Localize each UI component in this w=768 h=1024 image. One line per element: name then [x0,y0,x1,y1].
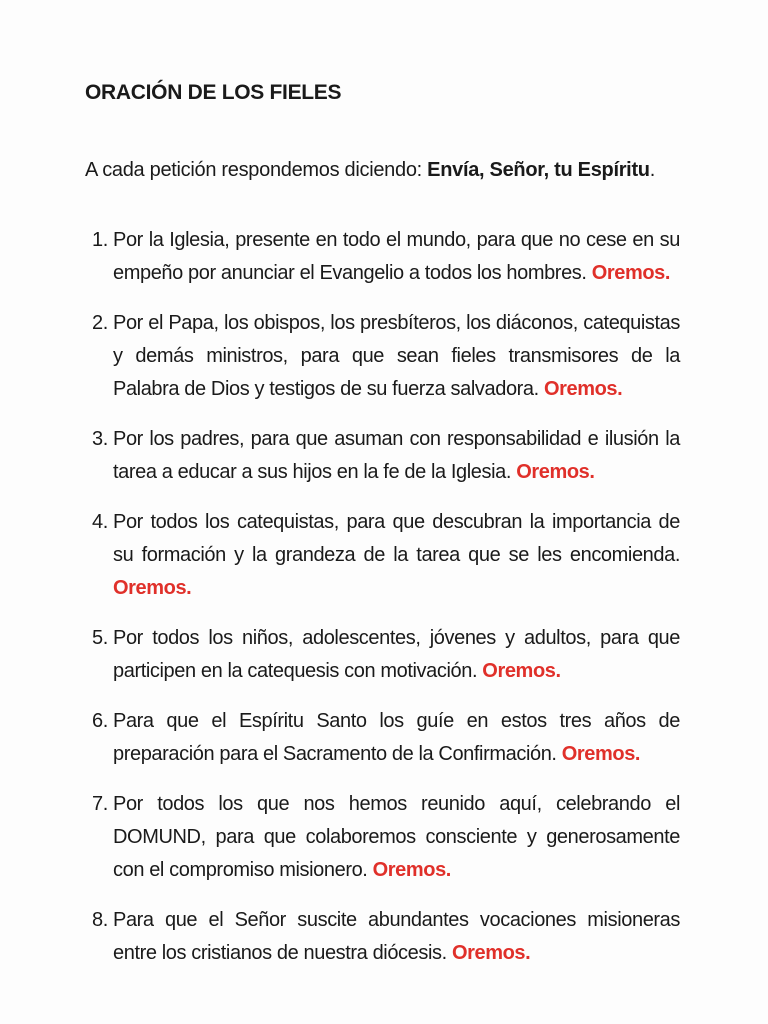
petition-number: 1. [92,229,108,251]
petition-closing: Oremos. [516,461,595,483]
petition-item [85,622,680,688]
petition-text: Por todos los niños, adolescentes, jóvenes y adultos, para que participen en la catequesis con motivación. [113,627,680,682]
response-text: Envía, Señor, tu Espíritu [427,159,650,181]
petition-number: 4. [92,511,108,533]
petition-item [85,788,680,887]
petition-text: Para que el Señor suscite abundantes vocaciones misioneras entre los cristianos de nuestra diócesis. [113,909,680,964]
petition-text: Por los padres, para que asuman con responsabilidad e ilusión la tarea a educar a sus hijos en la fe de la Iglesia. [113,428,680,483]
petition-item [85,705,680,771]
intro-text: A cada petición respondemos diciendo: [85,159,428,181]
petition-item [85,904,680,970]
petition-text: Por el Papa, los obispos, los presbíteros, los diáconos, catequistas y demás ministros, para que sean fieles transmisores de la Palabra de Dios y testigos de su fuerza salvadora. [113,312,680,400]
petition-item [85,506,680,605]
petition-number: 8. [92,909,108,931]
petition-item [85,224,680,290]
petition-number: 2. [92,312,108,334]
petition-item [85,307,680,406]
petition-number: 6. [92,710,108,732]
petition-closing: Oremos. [543,378,623,400]
petition-closing: Oremos. [561,743,641,765]
petition-item [85,423,680,489]
petition-closing: Oremos. [372,859,451,881]
petition-number: 5. [92,627,108,649]
petition-text: Para que el Espíritu Santo los guíe en estos tres años de preparación para el Sacramento de la Confirmación. [113,710,680,765]
petition-closing: Oremos. [482,660,561,682]
petition-number: 7. [92,793,108,815]
petition-closing: Oremos. [591,262,671,284]
intro-paragraph [85,156,680,184]
petition-text: Por todos los catequistas, para que descubran la importancia de su formación y la grandeza de la tarea que se les encomienda. [113,511,680,566]
petition-closing: Oremos. [113,577,192,599]
intro-end: . [649,159,655,181]
petition-list [85,224,680,970]
page-title: ORACIÓN DE LOS FIELES [85,81,342,104]
petition-number: 3. [92,428,108,450]
petition-text: Por la Iglesia, presente en todo el mundo, para que no cese en su empeño por anunciar el Evangelio a todos los hombres. [113,229,680,284]
petition-closing: Oremos. [451,942,531,964]
petition-text: Por todos los que nos hemos reunido aquí, celebrando el DOMUND, para que colaboremos consciente y generosamente con el compromiso misionero. [113,793,680,881]
